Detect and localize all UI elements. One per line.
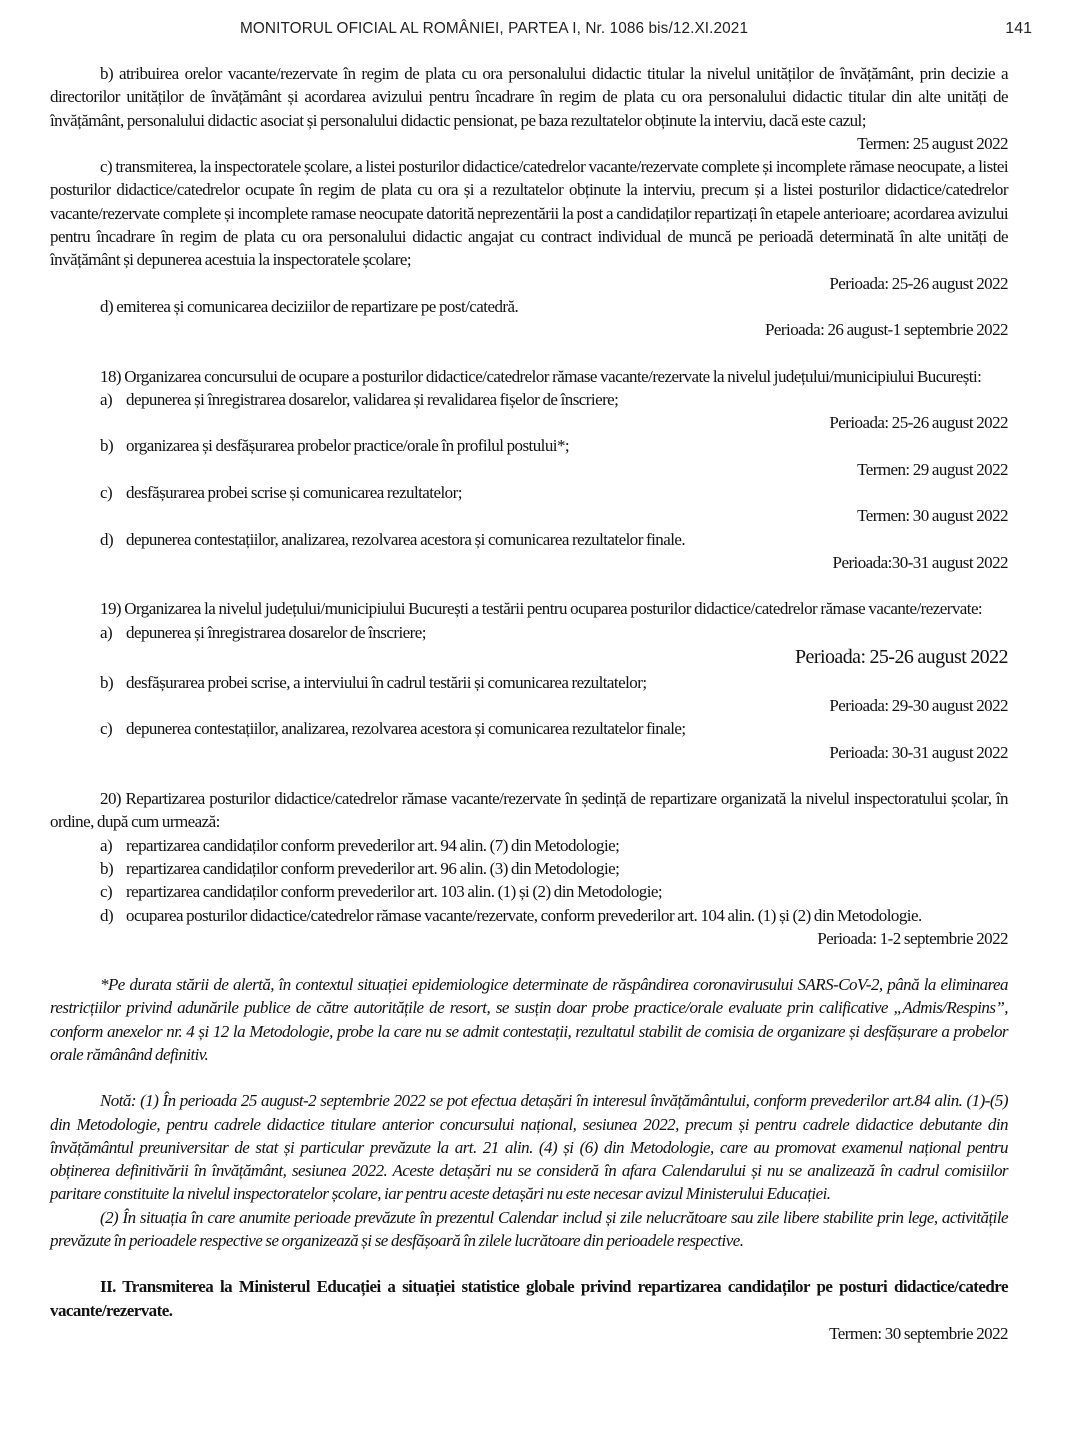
- item-date: Perioada: 30-31 august 2022: [829, 742, 1008, 762]
- page-number: 141: [1005, 20, 1032, 37]
- footnote: *Pe durata stării de alertă, în contextul situației epidemiologice determinate de răspândirea coronavirusului SARS-CoV-2, până la eliminarea restricțiilor privind adunările publice de către autoritățile de resort, se susțin doar probe practice/orale evaluate prin calificative „Admis/Respins”, conform anexelor nr. 4 și 12 la Metodologie, probe la care nu se admit contestații, rezultatul stabilit de comisia de organizare și desfășurare a probelor orale rămânând definitiv.: [50, 975, 1008, 1064]
- section-20-date: Perioada: 1-2 septembrie 2022: [817, 928, 1008, 948]
- section-20-heading: 20) Repartizarea posturilor didactice/catedrelor rămase vacante/rezervate în ședință de repartizare organizată la nivelul inspectoratului școlar, în ordine, după cum urmează:: [50, 789, 1008, 832]
- item-date: Perioada: 25-26 august 2022: [794, 645, 1008, 668]
- section-18-heading: 18) Organizarea concursului de ocupare a posturilor didactice/catedrelor rămase vacante/rezervate la nivelul județului/municipiului București:: [100, 366, 982, 386]
- list-item: d) ocuparea posturilor didactice/catedrelor rămase vacante/rezervate, conform prevederilor art. 104 alin. (1) și (2) din Metodologie.: [100, 905, 922, 925]
- item-17c-text: c) transmiterea, la inspectoratele școlare, a listei posturilor didactice/catedrelor vacante/rezervate complete și incomplete rămase neocupate, a listei posturilor didactice/catedrelor ocupate în regim de plata cu ora și a rezultatelor obținute la interviu, precum și a listei posturilor didactice/catedrelor vacante/rezervate complete și incomplete ramase neocupate datorită neprezentării la post a candidaților repartizați în etapele anterioare; acordarea avizului pentru încadrare în regim de plata cu ora personalului didactic angajat cu contract individual de muncă pe perioadă determinată în alte unități de învățământ și depunerea acestuia la inspectoratele școlare;: [50, 157, 1008, 270]
- note-2: (2) În situația în care anumite perioade prevăzute în prezentul Calendar includ și zile nelucrătoare sau zile libere stabilite prin lege, activitățile prevăzute în perioadele respective se organizează și se desfășoară în zilele lucrătoare din perioadele respective.: [50, 1207, 1008, 1251]
- spacer: [50, 342, 1008, 365]
- section-ii-heading: II. Transmiterea la Ministerul Educației a situației statistice globale privind repartizarea candidaților pe posturi didactice/catedre vacante/rezervate.: [50, 1277, 1008, 1320]
- document-body: [50, 62, 1008, 1345]
- spacer: [50, 574, 1008, 597]
- item-17b-text: b) atribuirea orelor vacante/rezervate în regim de plata cu ora personalului didactic titular la nivelul unităților de învățământ, prin decizie a directorilor unităților de învățământ și acordarea avizului pentru încadrare în regim de plata cu ora personalului didactic titular din alte unități de învățământ, personalului didactic asociat și personalului didactic pensionat, pe baza rezultatelor obținute la interviu, dacă este cazul;: [50, 64, 1008, 130]
- item-date: Perioada: 25-26 august 2022: [829, 413, 1008, 433]
- list-item: b) desfășurarea probei scrise, a interviului în cadrul testării și comunicarea rezultatelor;: [100, 672, 647, 692]
- spacer: [50, 1252, 1008, 1275]
- section-ii-date: Termen: 30 septembrie 2022: [829, 1323, 1008, 1343]
- spacer: [50, 764, 1008, 787]
- item-date: Termen: 30 august 2022: [857, 506, 1008, 526]
- item-date: Perioada:30-31 august 2022: [832, 552, 1008, 572]
- list-item: c) repartizarea candidaților conform prevederilor art. 103 alin. (1) și (2) din Metodologie;: [100, 882, 663, 902]
- item-17b-date: Termen: 25 august 2022: [857, 133, 1008, 153]
- item-17c-date: Perioada: 25-26 august 2022: [829, 273, 1008, 293]
- note-1: Notă: (1) În perioada 25 august-2 septembrie 2022 se pot efectua detașări în interesul învățământului, conform prevederilor art.84 alin. (1)-(5) din Metodologie, pentru cadrele didactice titulare anterior concursului național, sesiunea 2022, precum și pentru cadrele didactice debutante din învățământul preuniversitar de stat și particular prevăzute la art. 21 alin. (4) și (6) din Metodologie, care au promovat examenul național pentru obținerea definitivării în învățământ, sesiunea 2022. Aceste detașări nu se consideră în afara Calendarului și nu se analizează în cadrul comisiilor paritare constituite la nivelul inspectoratelor școlare, iar pentru aceste detașări nu este necesar avizul Ministerului Educației.: [50, 1091, 1008, 1204]
- spacer: [50, 950, 1008, 973]
- section-19-heading: 19) Organizarea la nivelul județului/municipiului București a testării pentru ocuparea posturilor didactice/catedrelor rămase vacante/rezervate:: [100, 599, 983, 619]
- spacer: [50, 1066, 1008, 1089]
- publication-title: MONITORUL OFICIAL AL ROMÂNIEI, PARTEA I, Nr. 1086 bis/12.XI.2021: [240, 20, 749, 37]
- list-item: b) repartizarea candidaților conform prevederilor art. 96 alin. (3) din Metodologie;: [100, 858, 620, 878]
- list-item: a) depunerea și înregistrarea dosarelor, validarea și revalidarea fișelor de înscriere;: [100, 389, 619, 409]
- item-17d-text: d) emiterea și comunicarea deciziilor de repartizare pe post/catedră.: [100, 296, 519, 316]
- list-item: a) depunerea și înregistrarea dosarelor de înscriere;: [100, 622, 426, 642]
- list-item: c) desfășurarea probei scrise și comunicarea rezultatelor;: [100, 483, 462, 503]
- list-item: b) organizarea și desfășurarea probelor practice/orale în profilul postului*;: [100, 436, 570, 456]
- item-17d-date: Perioada: 26 august-1 septembrie 2022: [765, 320, 1008, 340]
- page-header: [0, 20, 1080, 44]
- item-date: Termen: 29 august 2022: [857, 459, 1008, 479]
- item-date: Perioada: 29-30 august 2022: [829, 696, 1008, 716]
- list-item: d) depunerea contestațiilor, analizarea, rezolvarea acestora și comunicarea rezultatelor finale.: [100, 529, 686, 549]
- list-item: c) depunerea contestațiilor, analizarea, rezolvarea acestora și comunicarea rezultatelor finale;: [100, 719, 686, 739]
- list-item: a) repartizarea candidaților conform prevederilor art. 94 alin. (7) din Metodologie;: [100, 835, 620, 855]
